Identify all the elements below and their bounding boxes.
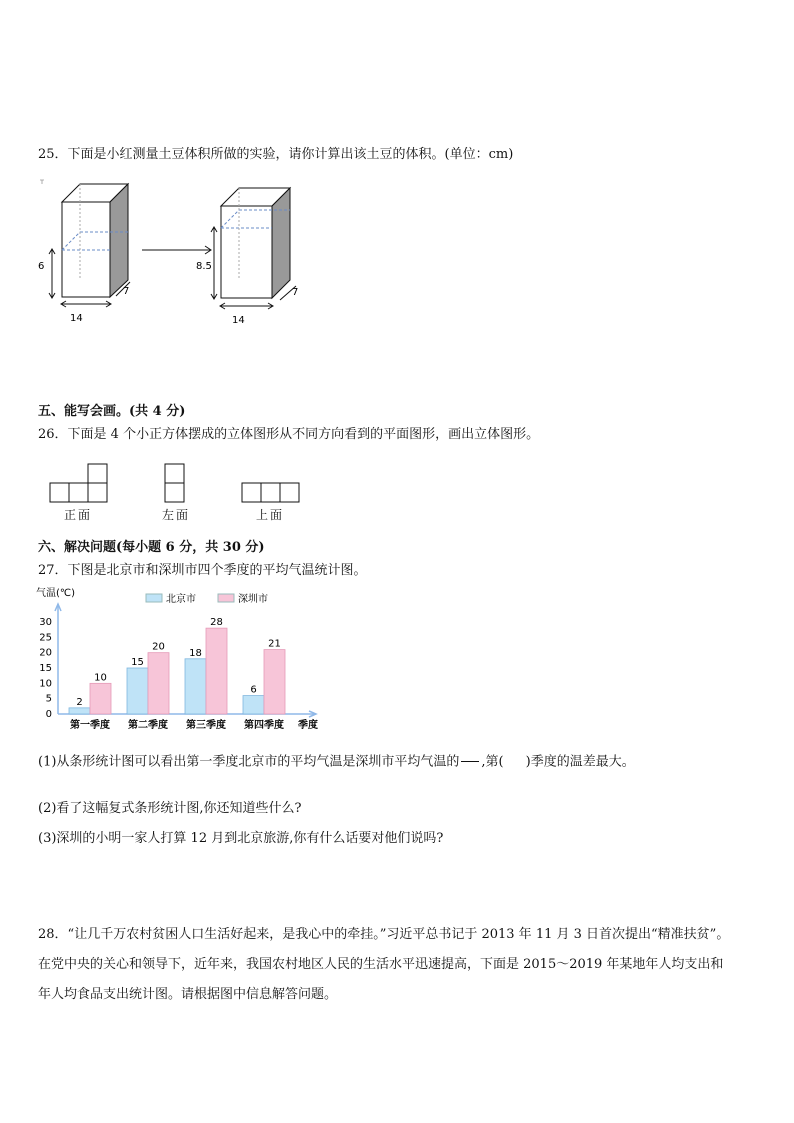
bar-value-label: 18 bbox=[189, 647, 202, 659]
legend-swatch bbox=[146, 594, 162, 602]
bar-value-label: 15 bbox=[131, 657, 144, 668]
bar bbox=[148, 653, 169, 714]
x-tick-label: 第二季度 bbox=[128, 720, 168, 731]
x-tick-label: 第一季度 bbox=[70, 720, 110, 731]
q27-part1-a: (1)从条形统计图可以看出第一季度北京市的平均气温是深圳市平均气温的 bbox=[38, 754, 460, 770]
y-tick-label: 20 bbox=[39, 647, 52, 659]
q27-part3: (3)深圳的小明一家人打算 12 月到北京旅游,你有什么话要对他们说吗? bbox=[38, 831, 444, 846]
y-axis-title: 气温(℃) bbox=[36, 588, 76, 599]
q28-line1: 28．“让几千万农村贫困人口生活好起来，是我心中的牵挂。”习近平总书记于 2013 年 11 月 3 日首次提出“精准扶贫”。 bbox=[38, 927, 730, 942]
bar-value-label: 6 bbox=[250, 684, 257, 696]
bar-value-label: 20 bbox=[152, 641, 165, 653]
q26-text: 26．下面是 4 个小正方体摆成的立体图形从不同方向看到的平面图形，画出立体图形。 bbox=[38, 427, 540, 442]
q28-line3: 年人均食品支出统计图。请根据图中信息解答问题。 bbox=[38, 987, 338, 1002]
bar bbox=[69, 708, 90, 714]
left-view-label: 左面 bbox=[162, 508, 191, 522]
y-tick-label: 30 bbox=[39, 617, 52, 628]
q27-part1-b: ,第( bbox=[481, 754, 504, 770]
container-after bbox=[211, 188, 299, 309]
y-tick-label: 25 bbox=[39, 632, 52, 644]
three-views-figure bbox=[45, 460, 315, 505]
bar-value-label: 28 bbox=[210, 617, 223, 629]
bar-value-label: 21 bbox=[268, 638, 281, 650]
y-tick-label: 0 bbox=[45, 709, 52, 720]
front-view bbox=[50, 464, 107, 502]
top-view bbox=[242, 483, 299, 502]
section5-title: 五、能写会画。(共 4 分) bbox=[38, 404, 186, 419]
q27-part1-c: )季度的温差最大。 bbox=[525, 754, 635, 770]
bar bbox=[90, 683, 111, 714]
fraction-blank[interactable] bbox=[459, 752, 481, 772]
box1-height-label: 6 bbox=[38, 261, 45, 272]
bar bbox=[264, 650, 285, 714]
y-tick-label: 15 bbox=[39, 663, 52, 674]
bar bbox=[185, 659, 206, 714]
bar bbox=[127, 668, 148, 714]
left-view bbox=[165, 464, 184, 502]
section6-title: 六、解决问题(每小题 6 分，共 30 分) bbox=[38, 540, 265, 555]
box2-height-label: 8.5 bbox=[196, 261, 212, 272]
top-view-label: 上面 bbox=[256, 508, 285, 522]
box2-length-label: 14 bbox=[232, 315, 245, 326]
legend-label: 北京市 bbox=[166, 594, 196, 605]
temperature-bar-chart bbox=[30, 584, 330, 736]
bar bbox=[206, 628, 227, 714]
x-tick-label: 第四季度 bbox=[244, 720, 284, 731]
x-axis-title: 季度 bbox=[298, 720, 318, 731]
container-before bbox=[49, 184, 130, 307]
box2-width-label: 7 bbox=[292, 287, 299, 298]
y-tick-label: 5 bbox=[45, 693, 52, 705]
bar-value-label: 2 bbox=[76, 696, 83, 708]
potato-experiment-figure bbox=[30, 170, 330, 330]
x-tick-label: 第三季度 bbox=[186, 720, 226, 731]
q28-line2: 在党中央的关心和领导下，近年来，我国农村地区人民的生活水平迅速提高，下面是 2015～2019 年某地年人均支出和 bbox=[38, 957, 724, 972]
q27-text: 27．下图是北京市和深圳市四个季度的平均气温统计图。 bbox=[38, 563, 367, 578]
legend-label: 深圳市 bbox=[238, 594, 268, 605]
box1-length-label: 14 bbox=[70, 313, 83, 324]
bar bbox=[243, 696, 264, 714]
q27-part1 bbox=[38, 752, 635, 772]
q25-text: 25．下面是小红测量土豆体积所做的实验，请你计算出该土豆的体积。(单位：cm) bbox=[38, 147, 514, 162]
bar-value-label: 10 bbox=[94, 672, 107, 684]
legend-swatch bbox=[218, 594, 234, 602]
q27-part2: (2)看了这幅复式条形统计图,你还知道些什么? bbox=[38, 801, 302, 816]
y-tick-label: 10 bbox=[39, 678, 52, 690]
front-view-label: 正面 bbox=[64, 508, 93, 522]
box1-width-label: 7 bbox=[123, 286, 130, 297]
